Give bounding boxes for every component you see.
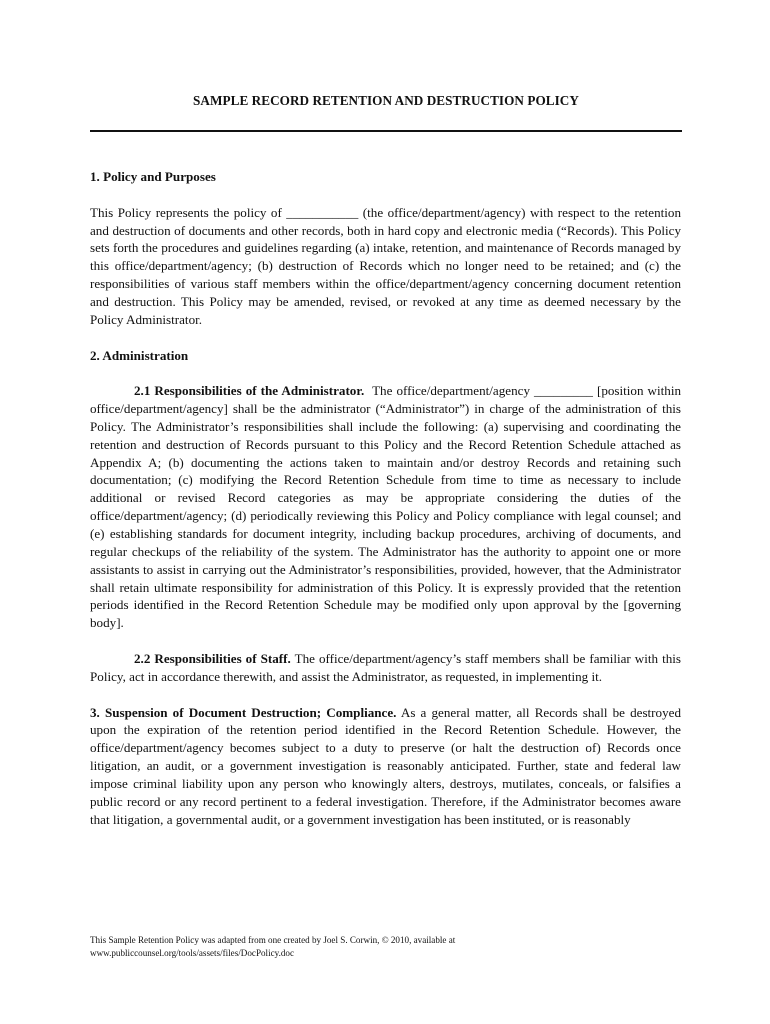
section-2-2-paragraph [90,650,681,686]
page-title: SAMPLE RECORD RETENTION AND DESTRUCTION POLICY [193,93,579,108]
section-2-1-paragraph [90,382,681,632]
section-2-heading: 2. Administration [90,347,189,363]
footnote-line-2: www.publiccounsel.org/tools/assets/files/DocPolicy.doc [90,947,294,958]
section-3-text: As a general matter, all Records shall be destroyed upon the expiration of the retention period identified in the Record Retention Schedule. However, the office/department/agency becomes subject to a duty to preserve (or halt the destruction of) Records once litigation, an audit, or a government investigation is reasonably anticipated. Further, state and federal law impose criminal liability upon any person who knowingly alters, destroys, mutilates, conceals, or falsifies a public record or any record pertinent to a federal investigation. Therefore, if the Administrator becomes aware that litigation, a governmental audit, or a government investigation has been instituted, or is reasonably [90,704,681,827]
footnote [90,934,681,960]
title-divider [90,130,682,132]
document-body [90,168,681,846]
section-2-2-heading: 2.2 Responsibilities of Staff. [134,650,291,666]
section-2-1-text: The office/department/agency _________ [position within office/department/agency] shall be the administrator (“Administrator”) in charge of the administration of this Policy. The Administrator’s responsibilities shall include the following: (a) supervising and coordinating the retention and destruction of Records pursuant to this Policy and the Record Retention Schedule attached as Appendix A; (b) documenting the actions taken to maintain and/or destroy Records and retaining such documentation; (c) modifying the Record Retention Schedule from time to time as necessary to include additional or revised Record categories as may be appropriate considering the duties of the office/department/agency; (d) periodically reviewing this Policy and Policy compliance with legal counsel; and (e) establishing standards for document integrity, including backup procedures, archiving of documents, and regular checkups of the reliability of the system. The Administrator has the authority to appoint one or more assistants to assist in carrying out the Administrator’s responsibilities, provided, however, that the Administrator shall retain ultimate responsibility for administration of this Policy. It is expressly provided that the retention periods identified in the Record Retention Schedule may be modified only upon approval by the [governing body]. [90,383,682,631]
section-3-paragraph [90,704,681,829]
section-2-1-heading: 2.1 Responsibilities of the Administrator. [134,383,365,399]
section-2-2-text: The office/department/agency’s staff members shall be familiar with this Policy, act in accordance therewith, and assist the Administrator, as requested, in implementing it. [90,650,682,684]
section-1-paragraph: This Policy represents the policy of ___________ (the office/department/agency) with respect to the retention and destruction of documents and other records, both in hard copy and electronic media (“Records). This Policy sets forth the procedures and guidelines regarding (a) intake, retention, and maintenance of Records managed by this office/department/agency; (b) destruction of Records which no longer need to be retained; and (c) the responsibilities of various staff members within the office/department/agency concerning document retention and destruction. This Policy may be amended, revised, or revoked at any time as deemed necessary by the Policy Administrator. [90,204,681,327]
section-1-heading: 1. Policy and Purposes [90,169,216,184]
footnote-line-1: This Sample Retention Policy was adapted from one created by Joel S. Corwin, © 2010, available at [90,935,456,945]
section-3-heading: 3. Suspension of Document Destruction; Compliance. [90,704,397,720]
